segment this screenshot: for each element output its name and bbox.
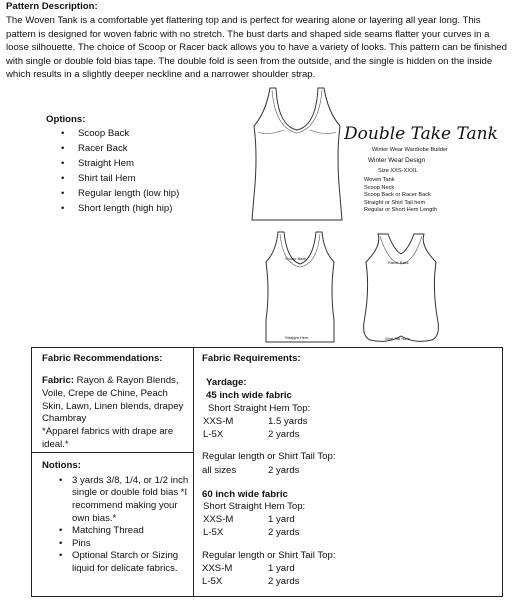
- fabric-recommendations-cell: [32, 348, 194, 453]
- notions-title: Notions:: [42, 459, 81, 471]
- description-title: Pattern Description:: [6, 1, 98, 12]
- description-body: The Woven Tank is a comfortable yet flattering top and is perfect for wearing alone or layering all year long. This pattern is designed for woven fabric with no stretch. The bust darts and shaped side seams flatter your curves in a loose silhouette. The choice of Scoop or Racer back allows you to have a variety of looks. This pattern can be finished with single or double fold bias tape. The double fold is seen from the outside, and the single is hidden on the inside which results in a slightly deeper neckline and a narrower shoulder strap.: [6, 15, 507, 81]
- w45-yardage: 2 yards: [268, 429, 300, 440]
- logo-feature: Scoop Neck: [364, 184, 395, 191]
- fabric-requirements-title: Fabric Requirements:: [202, 353, 301, 364]
- notion-item: • Pins: [42, 538, 189, 551]
- w45-regular-label: Regular length or Shirt Tail Top:: [202, 451, 336, 462]
- option-item: • Straight Hem: [58, 156, 179, 171]
- tank-front-illustration: [248, 86, 346, 222]
- option-item: • Shirt tail Hem: [58, 171, 179, 186]
- label-racer-back: Racer Back: [388, 260, 409, 265]
- tank-racer-back-illustration: [358, 232, 444, 346]
- label-shirt-tail-hem: Shirt Tail Hem: [385, 336, 410, 341]
- w60-regular-yardage: 1 yard: [268, 563, 295, 574]
- notion-item: • Optional Starch or Sizing liquid for delicate fabrics.: [42, 550, 189, 575]
- w45-yardage: 1.5 yards: [268, 416, 308, 427]
- w45-size: XXS-M: [203, 416, 234, 427]
- notion-item: • 3 yards 3/8, 1/4, or 1/2 inch single or double fold bias *I recommend making your own bias.*: [42, 475, 189, 525]
- logo-subtitle: Winter Wear Design: [368, 157, 426, 164]
- options-list: [58, 126, 179, 216]
- notion-item: • Matching Thread: [42, 525, 189, 538]
- fabric-requirements-cell: [194, 348, 503, 597]
- logo-size: Size XXS-XXXL: [378, 168, 418, 174]
- w60-yardage: 2 yards: [268, 527, 300, 538]
- fabric-recommendations-text: [42, 375, 187, 452]
- fabric-table: [31, 347, 503, 597]
- option-item: • Scoop Back: [58, 126, 179, 141]
- logo-feature: Regular or Short Hem Length: [364, 207, 438, 214]
- w60-regular-size: XXS-M: [202, 563, 233, 574]
- w60-yardage: 1 yard: [268, 514, 295, 525]
- w60-short-straight: Short Straight Hem Top:: [203, 501, 306, 512]
- tank-scoop-back-illustration: [262, 230, 338, 346]
- option-item: • Racer Back: [58, 141, 179, 156]
- w45-short-straight: Short Straight Hem Top:: [208, 403, 311, 414]
- logo-features: [364, 177, 437, 215]
- w60-regular-size: L-5X: [202, 576, 223, 587]
- w45-label: 45 inch wide fabric: [206, 390, 292, 401]
- w45-regular-size: all sizes: [202, 465, 237, 476]
- fabric-label: Fabric:: [42, 375, 74, 386]
- option-item: • Short length (high hip): [58, 201, 179, 216]
- label-scoop-back: Scoop Back: [285, 256, 307, 261]
- w60-size: XXS-M: [203, 514, 234, 525]
- fabric-recommendations-title: Fabric Recommendations:: [42, 353, 163, 364]
- option-item: • Regular length (low hip): [58, 186, 179, 201]
- logo-feature: Straight or Shirt Tail hem: [364, 199, 426, 206]
- notions-list: [42, 475, 189, 576]
- yardage-label: Yardage:: [206, 377, 247, 388]
- label-straight-hem: Straight Hem: [285, 335, 309, 340]
- logo-title: Double Take Tank: [344, 124, 498, 144]
- fabric-list: Rayon & Rayon Blends, Voile, Crepe de Chine, Peach Skin, Lawn, Linen blends, drapey Chambray: [42, 375, 184, 425]
- logo-tagline: Winter Wear Wardrobe Builder: [372, 147, 448, 153]
- w45-size: L-5X: [203, 429, 224, 440]
- w60-label: 60 inch wide fabric: [202, 489, 288, 500]
- logo-feature: Woven Tank: [364, 177, 395, 183]
- w60-regular-label: Regular length or Shirt Tail Top:: [202, 550, 336, 561]
- options-title: Options:: [46, 114, 86, 125]
- logo-feature: Scoop Back or Racer Back: [364, 192, 431, 199]
- w60-size: L-5X: [203, 527, 224, 538]
- fabric-note: *Apparel fabrics with drape are ideal.*: [42, 426, 174, 450]
- w60-regular-yardage: 2 yards: [268, 576, 300, 587]
- notions-cell: [32, 452, 194, 596]
- w45-regular-yardage: 2 yards: [268, 465, 300, 476]
